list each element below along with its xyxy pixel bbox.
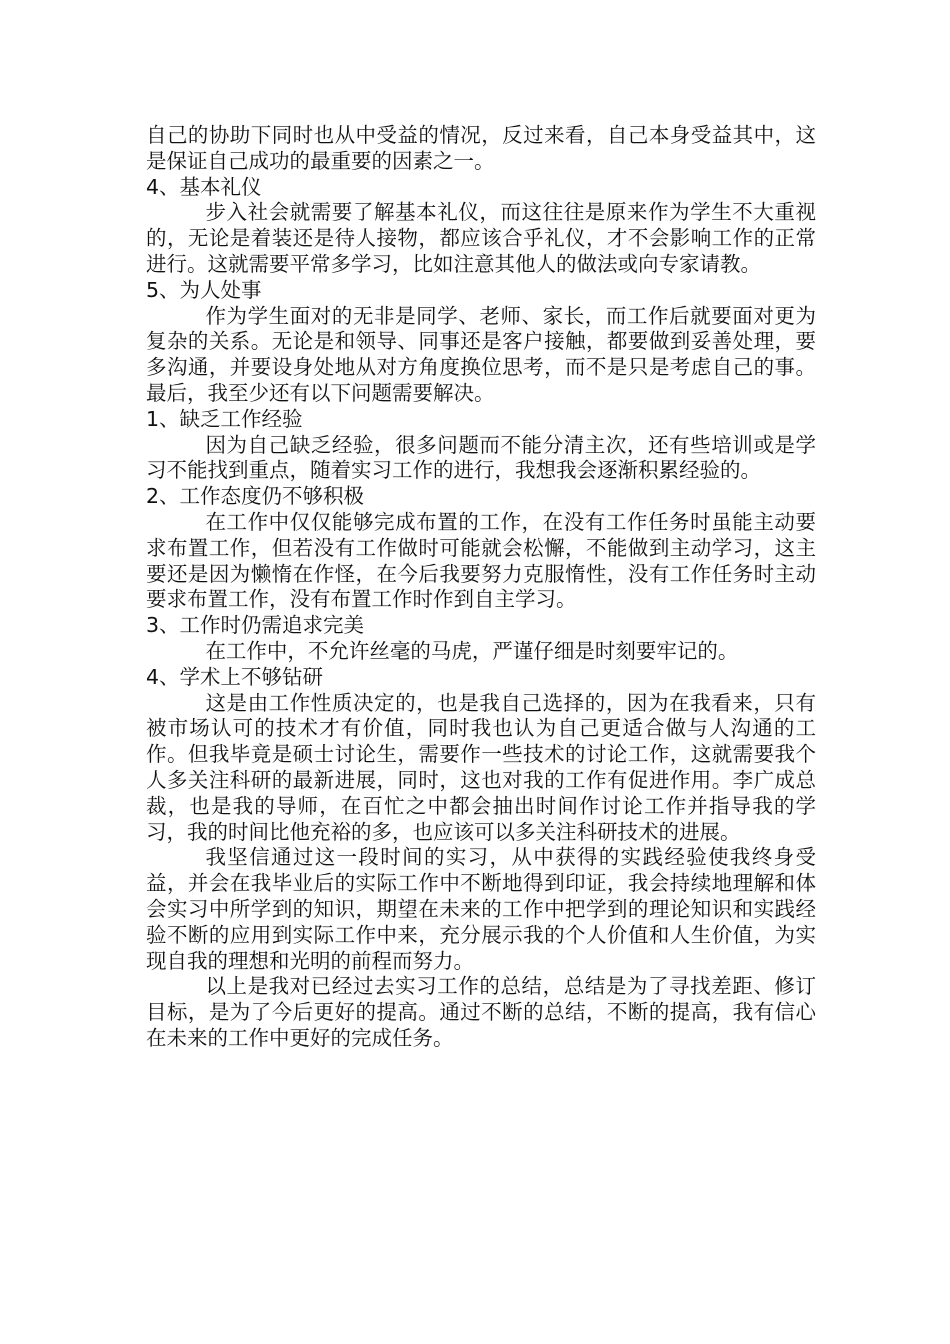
section-heading-lack-experience: 1、缺乏工作经验	[146, 406, 303, 431]
paragraph-attitude: 在工作中仅仅能够完成布置的工作，在没有工作任务时虽能主动要求布置工作，但若没有工作做时可能就会松懈，不能做到主动学习，这主要还是因为懒惰在作怪，在今后我要努力克服惰性，没有工作任务时主动要求布置工作，没有布置工作时作到自主学习。	[146, 509, 816, 612]
section-heading-attitude: 2、工作态度仍不够积极	[146, 484, 365, 509]
paragraph-research: 这是由工作性质决定的，也是我自己选择的，因为在我看来，只有被市场认可的技术才有价值，同时我也认为自己更适合做与人沟通的工作。但我毕竟是硕士讨论生，需要作一些技术的讨论工作，这就需要我个人多关注科研的最新进展，同时，这也对我的工作有促进作用。李广成总裁，也是我的导师，在百忙之中都会抽出时间作讨论工作并指导我的学习，我的时间比他充裕的多，也应该可以多关注科研技术的进展。	[146, 690, 816, 844]
paragraph-perfection: 在工作中，不允许丝毫的马虎，严谨仔细是时刻要牢记的。	[205, 638, 739, 663]
continued-paragraph: 自己的协助下同时也从中受益的情况，反过来看，自己本身受益其中，这是保证自己成功的最重要的因素之一。	[146, 123, 816, 173]
paragraph-lack-experience: 因为自己缺乏经验，很多问题而不能分清主次，还有些培训或是学习不能找到重点，随着实习工作的进行，我想我会逐渐积累经验的。	[146, 432, 816, 483]
paragraph-conduct: 作为学生面对的无非是同学、老师、家长，而工作后就要面对更为复杂的关系。无论是和领导、同事还是客户接触，都要做到妥善处理，要多沟通，并要设身处地从对方角度换位思考，而不是只是考虑自己的事。最后，我至少还有以下问题需要解决。	[146, 303, 816, 405]
section-heading-etiquette: 4、基本礼仪	[146, 174, 262, 199]
section-heading-conduct: 5、为人处事	[146, 277, 262, 302]
paragraph-belief: 我坚信通过这一段时间的实习，从中获得的实践经验使我终身受益，并会在我毕业后的实际工作中不断地得到印证，我会持续地理解和体会实习中所学到的知识，期望在未来的工作中把学到的理论知识和实践经验不断的应用到实际工作中来，充分展示我的个人价值和人生价值，为实现自我的理想和光明的前程而努力。	[146, 845, 816, 973]
section-heading-research: 4、学术上不够钻研	[146, 664, 324, 689]
section-heading-perfection: 3、工作时仍需追求完美	[146, 613, 365, 638]
paragraph-conclusion: 以上是我对已经过去实习工作的总结，总结是为了寻找差距、修订目标，是为了今后更好的提高。通过不断的总结，不断的提高，我有信心在未来的工作中更好的完成任务。	[146, 974, 816, 1050]
document-body	[146, 123, 816, 1052]
paragraph-etiquette: 步入社会就需要了解基本礼仪，而这往往是原来作为学生不大重视的，无论是着装还是待人接物，都应该合乎礼仪，才不会影响工作的正常进行。这就需要平常多学习，比如注意其他人的做法或向专家请教。	[146, 200, 816, 276]
